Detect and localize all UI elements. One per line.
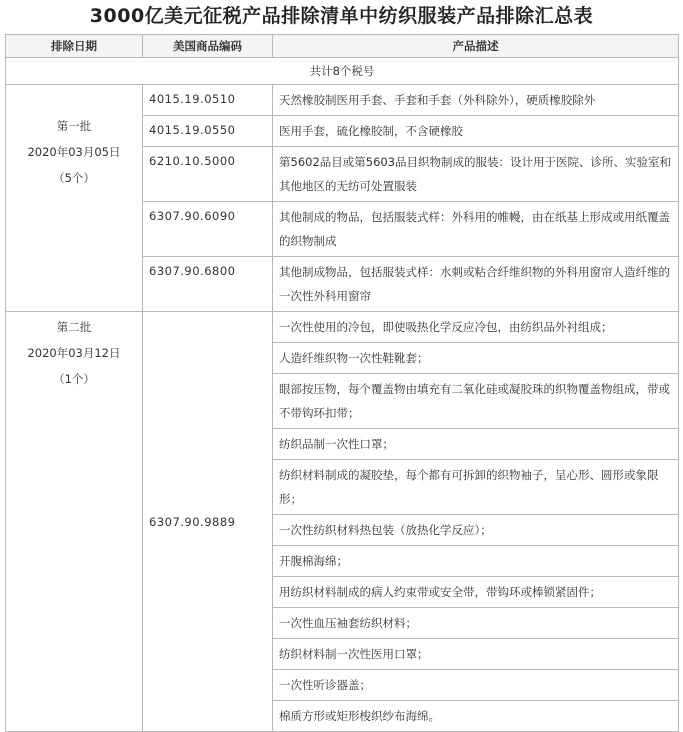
table-row xyxy=(6,85,679,116)
header-code: 美国商品编码 xyxy=(143,35,273,58)
product-desc: 第5602品目或第5603品目织物制成的服装：设计用于医院、诊所、实验室和其他地区的无纺可处置服装 xyxy=(273,147,679,202)
product-desc: 纺织品制一次性口罩； xyxy=(273,429,679,460)
batch-1-count: （5个） xyxy=(53,171,95,185)
product-desc: 一次性纺织材料热包装（放热化学反应）； xyxy=(273,515,679,546)
product-desc: 开腹棉海绵； xyxy=(273,546,679,577)
product-desc: 用纺织材料制成的病人约束带或安全带，带钩环或棒锁紧固件； xyxy=(273,577,679,608)
product-desc: 人造纤维织物一次性鞋靴套； xyxy=(273,343,679,374)
batch-1-name: 第一批 xyxy=(56,119,92,133)
hts-code: 6307.90.9889 xyxy=(143,312,273,732)
product-desc: 眼部按压物，每个覆盖物由填充有二氧化硅或凝胶珠的织物覆盖物组成，带或不带钩环扣带； xyxy=(273,374,679,429)
product-desc: 其他制成物品，包括服装式样：水刺或粘合纤维织物的外科用窗帘人造纤维的一次性外科用窗帘 xyxy=(273,257,679,312)
batch-2-count: （1个） xyxy=(53,372,95,386)
product-desc: 一次性使用的冷包，即使吸热化学反应冷包，由纺织品外衬组成； xyxy=(273,312,679,343)
hts-code: 6307.90.6800 xyxy=(143,257,273,312)
batch-1-cell xyxy=(6,85,143,312)
batch-2-cell xyxy=(6,312,143,732)
product-desc: 纺织材料制成的凝胶垫，每个都有可拆卸的织物袖子，呈心形、圆形或象限形； xyxy=(273,460,679,515)
total-count: 共计8个税号 xyxy=(6,58,679,85)
product-desc: 医用手套，硫化橡胶制，不含硬橡胶 xyxy=(273,116,679,147)
hts-code: 4015.19.0510 xyxy=(143,85,273,116)
table-row xyxy=(6,312,679,343)
batch-1-date: 2020年03月05日 xyxy=(27,145,121,159)
product-desc: 其他制成的物品，包括服装式样：外科用的帷幔，由在纸基上形成或用纸覆盖的织物制成 xyxy=(273,202,679,257)
header-date: 排除日期 xyxy=(6,35,143,58)
page-title: 3000亿美元征税产品排除清单中纺织服装产品排除汇总表 xyxy=(89,5,594,27)
product-desc: 棉质方形或矩形梭织纱布海绵。 xyxy=(273,701,679,732)
product-desc: 一次性血压袖套纺织材料； xyxy=(273,608,679,639)
header-row xyxy=(6,35,679,58)
hts-code: 6210.10.5000 xyxy=(143,147,273,202)
total-row xyxy=(6,58,679,85)
batch-2-name: 第二批 xyxy=(56,320,92,334)
hts-code: 4015.19.0550 xyxy=(143,116,273,147)
product-desc: 一次性听诊器盖； xyxy=(273,670,679,701)
product-desc: 天然橡胶制医用手套、手套和手套（外科除外），硬质橡胶除外 xyxy=(273,85,679,116)
batch-2-date: 2020年03月12日 xyxy=(27,346,121,360)
product-desc: 纺织材料制一次性医用口罩； xyxy=(273,639,679,670)
header-desc: 产品描述 xyxy=(273,35,679,58)
hts-code: 6307.90.6090 xyxy=(143,202,273,257)
exclusion-table xyxy=(5,34,679,732)
